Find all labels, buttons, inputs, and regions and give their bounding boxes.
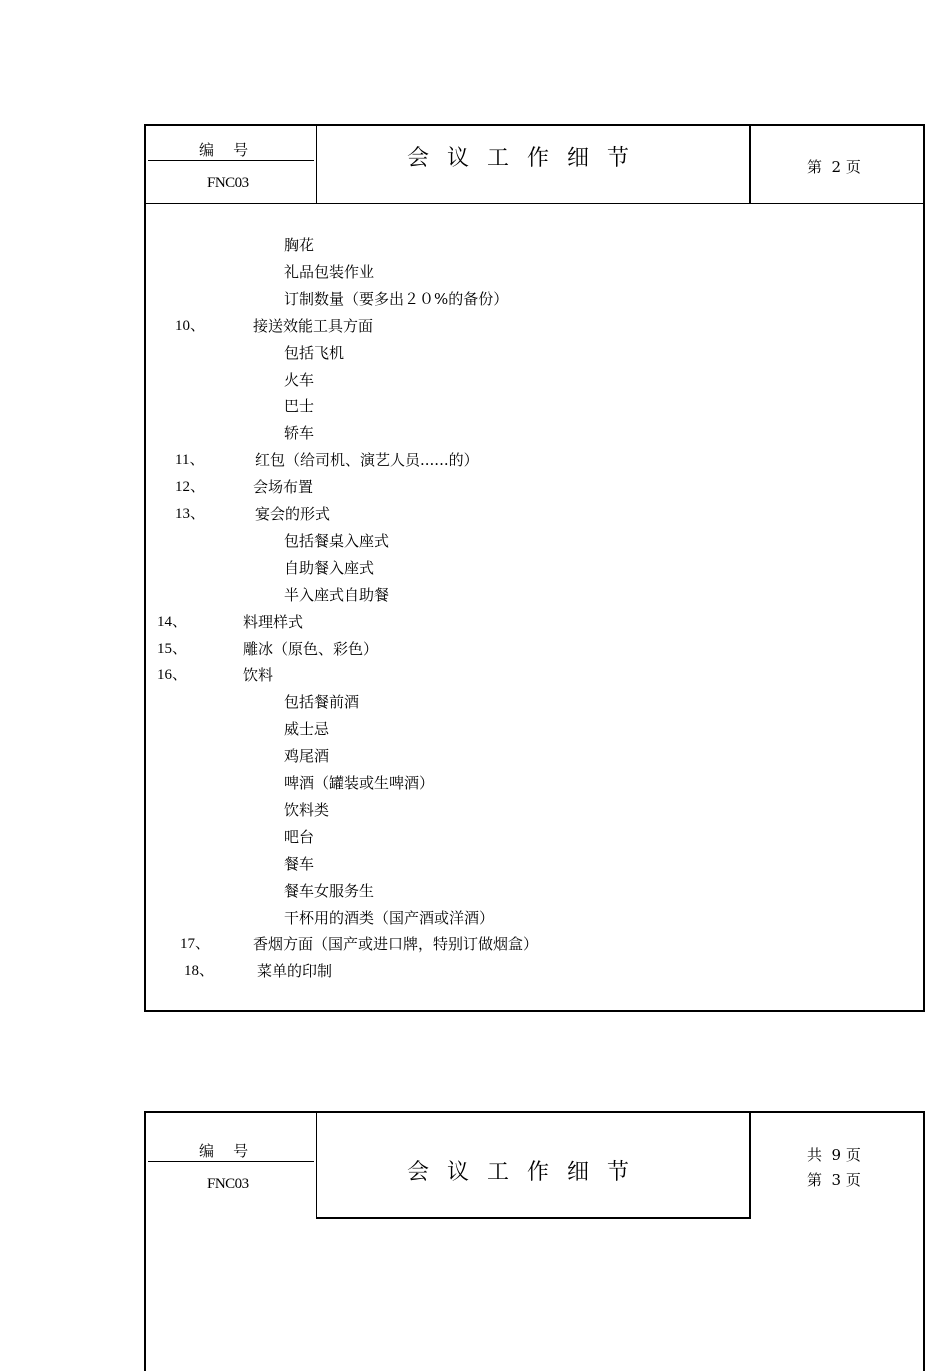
sub-item-text: 饮料类 [284, 801, 330, 819]
page-3-number-label: 编 号 [199, 1142, 249, 1160]
sub-item-text: 餐车女服务生 [284, 882, 375, 900]
sub-item-text: 吧台 [284, 828, 315, 846]
sub-item-text: 鸡尾酒 [284, 747, 330, 765]
sub-item-text: 胸花 [284, 236, 315, 254]
item-number: 17、 [180, 936, 211, 952]
page-3-header-sep-right [749, 1112, 751, 1218]
item-text: 接送效能工具方面 [253, 317, 374, 335]
sub-item-text: 干杯用的酒类（国产酒或洋酒） [284, 909, 495, 927]
page-3-header-divider [316, 1217, 751, 1219]
sub-item-text: 威士忌 [284, 720, 330, 738]
item-number: 10、 [175, 318, 206, 334]
item-text: 香烟方面（国产或进口牌，特别订做烟盒） [253, 935, 539, 953]
sub-item-text: 包括餐桌入座式 [284, 532, 390, 550]
sub-item-text: 啤酒（罐装或生啤酒） [284, 774, 435, 792]
item-number: 13、 [175, 506, 206, 522]
page-3-title: 会议工作细节 [407, 1160, 648, 1185]
item-number: 16、 [157, 667, 188, 683]
sub-item-text: 轿车 [284, 424, 315, 442]
page-2-title: 会议工作细节 [407, 146, 648, 171]
item-text: 宴会的形式 [255, 505, 331, 523]
page-2-header-divider [145, 203, 924, 204]
sub-item-text: 巴士 [284, 397, 315, 415]
item-text: 料理样式 [243, 613, 304, 631]
item-number: 11、 [175, 452, 205, 468]
item-text: 红包（给司机、演艺人员......的） [255, 451, 479, 469]
sub-item-text: 包括餐前酒 [284, 693, 360, 711]
page-2-page-number: 第 2 页 [807, 158, 861, 176]
item-text: 雕冰（原色、彩色） [243, 640, 379, 658]
item-number: 12、 [175, 479, 206, 495]
item-text: 菜单的印制 [257, 962, 333, 980]
page-2-document-code: FNC03 [207, 175, 249, 191]
page-3-page-number: 第 3 页 [807, 1171, 861, 1189]
sub-item-text: 半入座式自助餐 [284, 586, 390, 604]
item-number: 18、 [184, 963, 215, 979]
page-2-number-divider [148, 160, 314, 161]
item-text: 饮料 [243, 666, 274, 684]
page-3-number-divider [148, 1161, 314, 1162]
item-text: 会场布置 [253, 478, 314, 496]
sub-item-text: 自助餐入座式 [284, 559, 375, 577]
sub-item-text: 礼品包装作业 [284, 263, 375, 281]
page-2-header-sep-left [316, 125, 317, 204]
page-2-number-label: 编 号 [199, 141, 249, 159]
page-3-document-code: FNC03 [207, 1176, 249, 1192]
sub-item-text: 火车 [284, 371, 315, 389]
sub-item-text: 包括飞机 [284, 344, 345, 362]
page-2-header-sep-right [749, 125, 751, 204]
sub-item-text: 订制数量（要多出２０%的备份） [284, 290, 509, 308]
page-2-frame [144, 124, 925, 1012]
page-3-total-pages: 共 9 页 [807, 1146, 861, 1164]
sub-item-text: 餐车 [284, 855, 315, 873]
item-number: 15、 [157, 641, 188, 657]
item-number: 14、 [157, 614, 188, 630]
page-3-header-sep-left [316, 1112, 317, 1218]
